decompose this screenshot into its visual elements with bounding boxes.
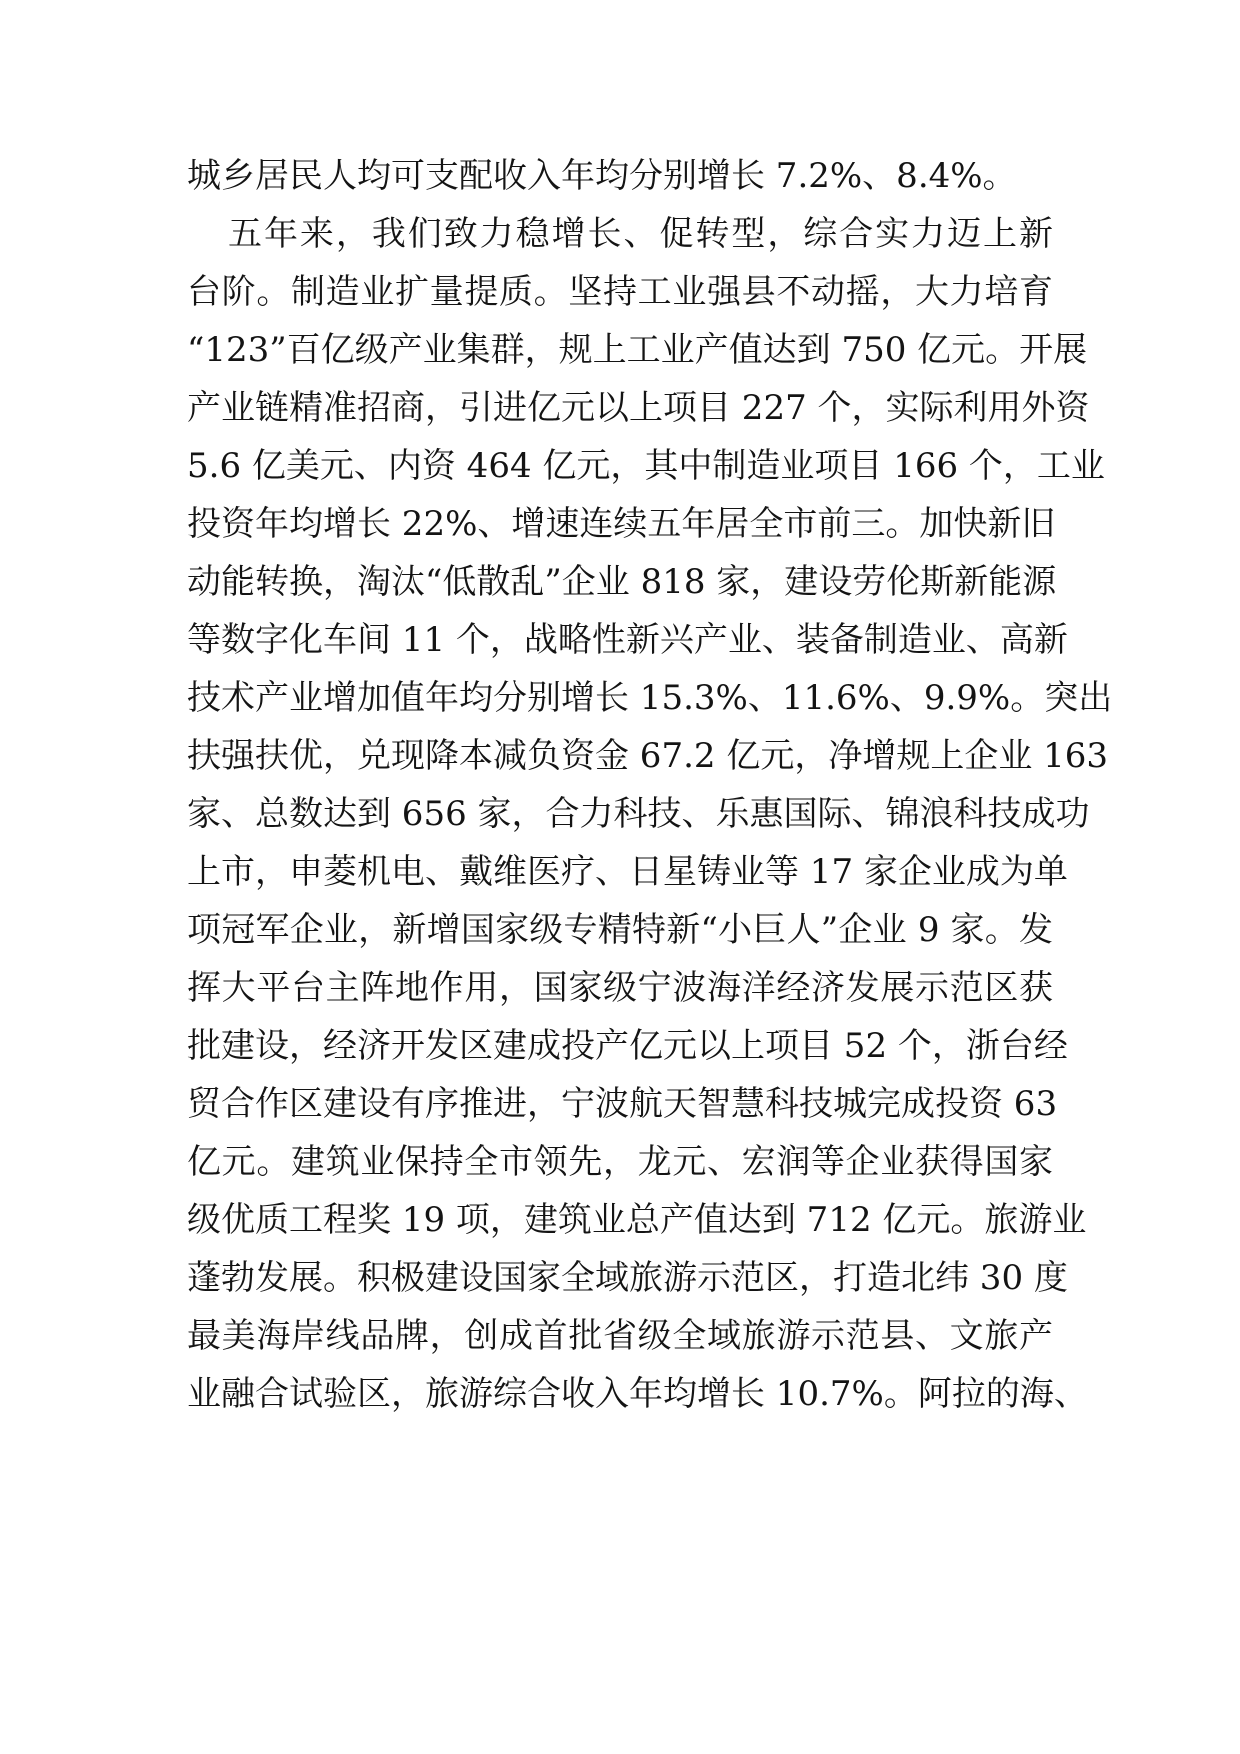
text-line: 投资年均增长 22%、增速连续五年居全市前三。加快新旧 (187, 504, 1056, 544)
text-line: 项冠军企业，新增国家级专精特新“小巨人”企业 9 家。发 (187, 910, 1053, 950)
text-line: “123”百亿级产业集群，规上工业产值达到 750 亿元。开展 (187, 330, 1088, 370)
text-line: 产业链精准招商，引进亿元以上项目 227 个，实际利用外资 (187, 388, 1090, 428)
text-line: 亿元。建筑业保持全市领先，龙元、宏润等企业获得国家 (187, 1142, 1053, 1182)
text-line: 业融合试验区，旅游综合收入年均增长 10.7%。阿拉的海、 (187, 1374, 1088, 1414)
text-line: 台阶。制造业扩量提质。坚持工业强县不动摇，大力培育 (187, 272, 1053, 312)
text-line: 最美海岸线品牌，创成首批省级全域旅游示范县、文旅产 (187, 1316, 1053, 1356)
text-line: 批建设，经济开发区建成投产亿元以上项目 52 个，浙台经 (187, 1026, 1068, 1066)
paragraph-first-line: 五年来，我们致力稳增长、促转型，综合实力迈上新 (228, 214, 1053, 254)
text-line: 等数字化车间 11 个，战略性新兴产业、装备制造业、高新 (187, 620, 1068, 660)
text-line: 家、总数达到 656 家，合力科技、乐惠国际、锦浪科技成功 (187, 794, 1090, 834)
text-line: 贸合作区建设有序推进，宁波航天智慧科技城完成投资 63 (187, 1084, 1058, 1124)
text-line: 城乡居民人均可支配收入年均分别增长 7.2%、8.4%。 (187, 156, 1017, 196)
text-line: 动能转换，淘汰“低散乱”企业 818 家，建设劳伦斯新能源 (187, 562, 1057, 602)
text-line: 上市，申菱机电、戴维医疗、日星铸业等 17 家企业成为单 (187, 852, 1068, 892)
text-line: 5.6 亿美元、内资 464 亿元，其中制造业项目 166 个，工业 (187, 446, 1105, 486)
text-line: 级优质工程奖 19 项，建筑业总产值达到 712 亿元。旅游业 (187, 1200, 1087, 1240)
text-line: 挥大平台主阵地作用，国家级宁波海洋经济发展示范区获 (187, 968, 1053, 1008)
text-line: 蓬勃发展。积极建设国家全域旅游示范区，打造北纬 30 度 (187, 1258, 1068, 1298)
text-line: 扶强扶优，兑现降本减负资金 67.2 亿元，净增规上企业 163 (187, 736, 1109, 776)
text-line: 技术产业增加值年均分别增长 15.3%、11.6%、9.9%。突出 (187, 678, 1113, 718)
